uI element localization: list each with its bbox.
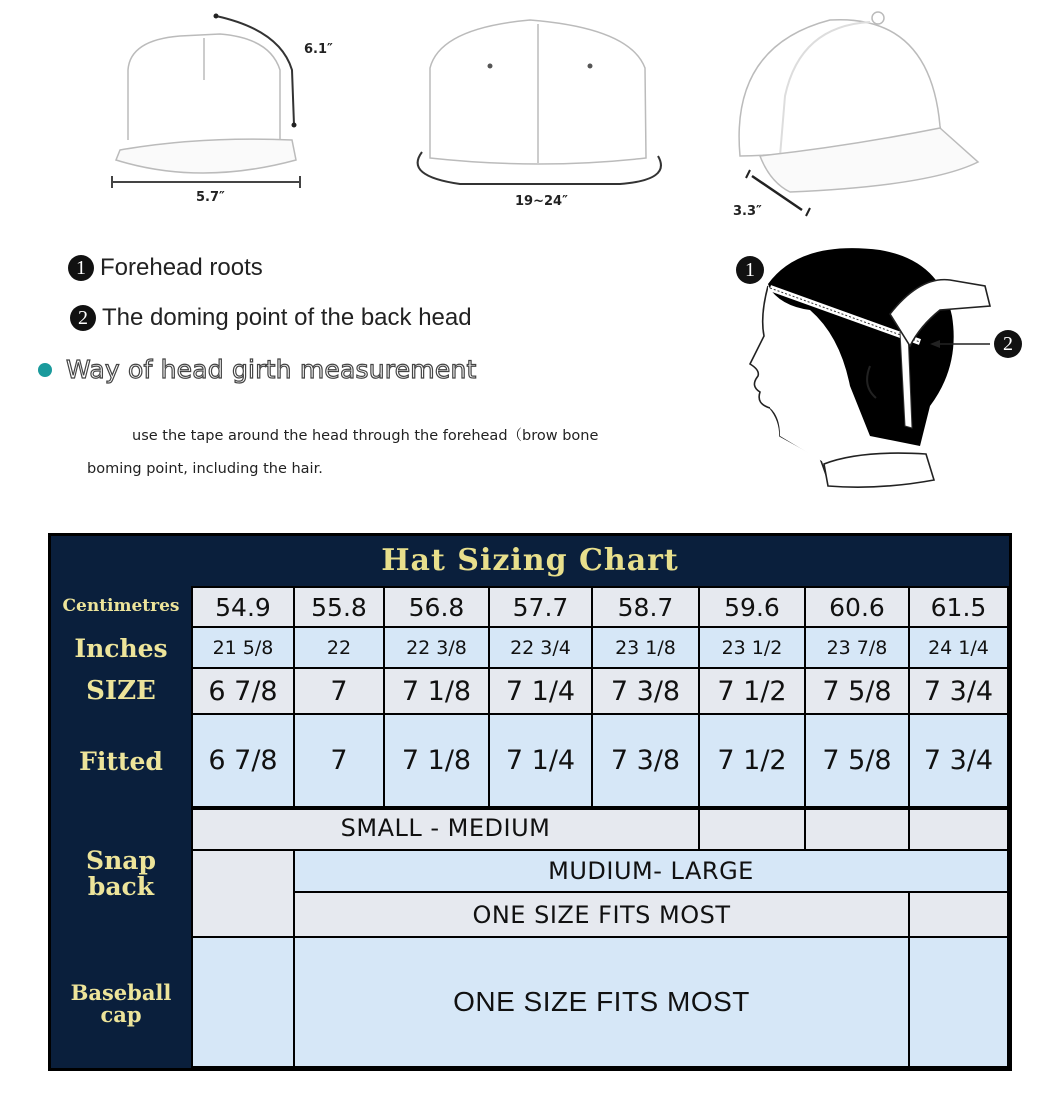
empty-cell [698,808,806,851]
inches-cell: 23 7/8 [804,626,910,669]
size-cell: 7 1/2 [698,667,806,715]
snapback-medium-large: MUDIUM- LARGE [293,849,1009,893]
row-label-baseball-cap [51,940,191,1068]
baseball-one-size: ONE SIZE FITS MOST [293,936,910,1068]
baseball-label-line1: Baseball [70,979,172,1005]
snapback-label-line1: Snap [86,845,156,875]
size-cell: 7 5/8 [804,667,910,715]
measurement-heading-text: Way of head girth measurement [66,355,477,384]
snapback-small-medium: SMALL - MEDIUM [191,808,700,851]
legend-label: The doming point of the back head [102,304,472,331]
back-cap-diagram [400,8,680,208]
cap-width-label: 5.7″ [196,190,225,205]
head-measurement-illustration [720,236,1050,516]
empty-cell [908,936,1009,1068]
inches-cell: 21 5/8 [191,626,295,669]
fitted-cell: 7 1/8 [383,713,490,808]
size-cell: 6 7/8 [191,667,295,715]
legend-item-back-head [70,304,472,332]
fitted-cell: 7 5/8 [804,713,910,808]
empty-cell [191,936,295,1068]
inches-cell: 22 3/4 [488,626,593,669]
empty-cell [191,849,295,938]
number-two-badge: 2 [70,305,96,331]
inches-cell: 22 3/8 [383,626,490,669]
size-cell: 7 3/8 [591,667,700,715]
empty-cell [908,808,1009,851]
snapback-label-line2: back [87,872,155,901]
size-cell: 7 1/8 [383,667,490,715]
snapback-one-size: ONE SIZE FITS MOST [293,891,910,938]
teal-bullet-icon [38,363,52,377]
size-cell: 7 3/4 [908,667,1009,715]
row-label-centimetres: Centimetres [62,596,180,617]
hat-sizing-chart [48,533,1012,1071]
fitted-cell: 7 1/4 [488,713,593,808]
fitted-cell: 7 3/8 [591,713,700,808]
cm-cell: 60.6 [804,586,910,628]
chart-title: Hat Sizing Chart [381,542,679,578]
front-cap-diagram [100,10,360,210]
inches-cell: 23 1/8 [591,626,700,669]
row-label-fitted: Fitted [79,746,163,776]
inches-cell: 23 1/2 [698,626,806,669]
head-marker-two: 2 [994,330,1022,358]
inches-cell: 22 [293,626,385,669]
fitted-cell: 7 1/2 [698,713,806,808]
measurement-instructions-line1: use the tape around the head through the forehead（brow bone [132,428,599,444]
number-one-badge: 1 [68,255,94,281]
cm-cell: 55.8 [293,586,385,628]
side-cap-diagram [730,6,990,226]
measurement-heading [38,355,477,384]
row-label-inches: Inches [74,633,168,663]
legend-label: Forehead roots [100,254,263,281]
fitted-cell: 6 7/8 [191,713,295,808]
brim-length-label: 3.3″ [733,204,762,219]
cm-cell: 58.7 [591,586,700,628]
size-cell: 7 1/4 [488,667,593,715]
cap-circumference-label: 19~24″ [515,194,568,209]
baseball-label-line2: cap [100,1002,142,1027]
size-cell: 7 [293,667,385,715]
empty-cell [804,808,910,851]
cm-cell: 59.6 [698,586,806,628]
cm-cell: 57.7 [488,586,593,628]
cm-cell: 56.8 [383,586,490,628]
cap-height-label: 6.1″ [304,42,333,57]
cm-cell: 61.5 [908,586,1009,628]
cm-cell: 54.9 [191,586,295,628]
row-label-snapback [51,811,191,937]
legend-item-forehead [68,254,263,282]
measurement-instructions-line2: boming point, including the hair. [87,461,323,477]
fitted-cell: 7 3/4 [908,713,1009,808]
fitted-cell: 7 [293,713,385,808]
row-label-size: SIZE [86,676,156,707]
empty-cell [908,891,1009,938]
inches-cell: 24 1/4 [908,626,1009,669]
head-marker-one: 1 [736,256,764,284]
